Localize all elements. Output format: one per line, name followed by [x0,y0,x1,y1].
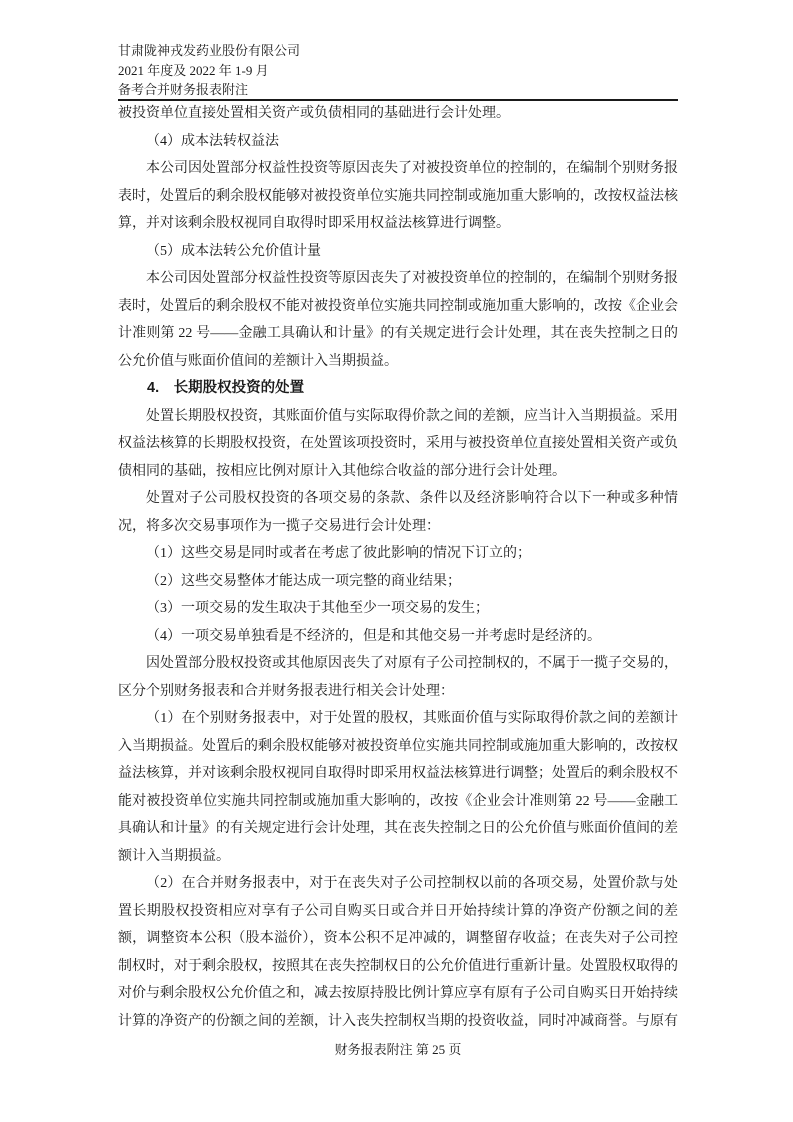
body-paragraph: （4）一项交易单独看是不经济的，但是和其他交易一并考虑时是经济的。 [146,628,601,644]
header-doc-title: 备考合并财务报表附注 [118,82,249,97]
body-paragraph: （4）成本法转权益法 [146,133,279,149]
section-heading: 4. 长期股权投资的处置 [147,380,305,396]
header-company-name: 甘肃陇神戎发药业股份有限公司 [118,43,301,58]
body-paragraph: （3）一项交易的发生取决于其他至少一项交易的发生； [146,601,489,616]
header-report-period: 2021 年度及 2022 年 1-9 月 [118,62,269,78]
body-paragraph: 处置长期股权投资，其账面价值与实际取得价款之间的差额，应当计入当期损益。采用权益法核算的长期股权投资，在处置该项投资时，采用与被投资单位直接处置相关资产或负债相同的基础，按相应比例对原计入其他综合收益的部分进行会计处理。 [118,408,678,479]
body-paragraph: （2）在合并财务报表中，对于在丧失对子公司控制权以前的各项交易，处置价款与处置长期股权投资相应对享有子公司自购买日或合并日开始持续计算的净资产份额之间的差额，调整资本公积（股本溢价），资本公积不足冲减的，调整留存收益；在丧失对子公司控制权时，对于剩余股权，按照其在丧失控制权日的公允价值进行重新计量。处置股权取得的对价与剩余股权公允价值之和，减去按原持股比例计算应享有原有子公司自购买日开始持续计算的净资产的份额之间的差额，计入丧失控制权当期的投资收益，同时冲减商誉。与原有 [118,876,678,1029]
body-paragraph: 被投资单位直接处置相关资产或负债相同的基础进行会计处理。 [118,106,510,121]
body-paragraph: 因处置部分股权投资或其他原因丧失了对原有子公司控制权的，不属于一揽子交易的，区分个别财务报表和合并财务报表进行相关会计处理： [118,656,678,699]
page-header [118,41,678,100]
footer-page-label: 财务报表附注 第 25 页 [334,1042,462,1057]
body-paragraph: 本公司因处置部分权益性投资等原因丧失了对被投资单位的控制的，在编制个别财务报表时，处置后的剩余股权不能对被投资单位实施共同控制或施加重大影响的，改按《企业会计准则第 22 号——金融工具确认和计量》的有关规定进行会计处理，其在丧失控制之日的公允价值与账面价值间的差额计入当期损益。 [118,271,678,369]
page-footer [118,1040,678,1060]
document-body [118,100,678,1035]
body-paragraph: （1）在个别财务报表中，对于处置的股权，其账面价值与实际取得价款之间的差额计入当期损益。处置后的剩余股权能够对被投资单位实施共同控制或施加重大影响的，改按权益法核算，并对该剩余股权视同自取得时即采用权益法核算进行调整；处置后的剩余股权不能对被投资单位实施共同控制或施加重大影响的，改按《企业会计准则第 22 号——金融工具确认和计量》的有关规定进行会计处理，其在丧失控制之日的公允价值与账面价值间的差额计入当期损益。 [118,711,678,864]
body-paragraph: （1）这些交易是同时或者在考虑了彼此影响的情况下订立的； [146,546,531,561]
body-paragraph: （5）成本法转公允价值计量 [146,243,321,259]
body-paragraph: 本公司因处置部分权益性投资等原因丧失了对被投资单位的控制的，在编制个别财务报表时，处置后的剩余股权能够对被投资单位实施共同控制或施加重大影响的，改按权益法核算，并对该剩余股权视同自取得时即采用权益法核算进行调整。 [118,161,678,231]
body-paragraph: 处置对子公司股权投资的各项交易的条款、条件以及经济影响符合以下一种或多种情况，将多次交易事项作为一揽子交易进行会计处理： [118,491,678,534]
body-paragraph: （2）这些交易整体才能达成一项完整的商业结果； [146,573,461,589]
